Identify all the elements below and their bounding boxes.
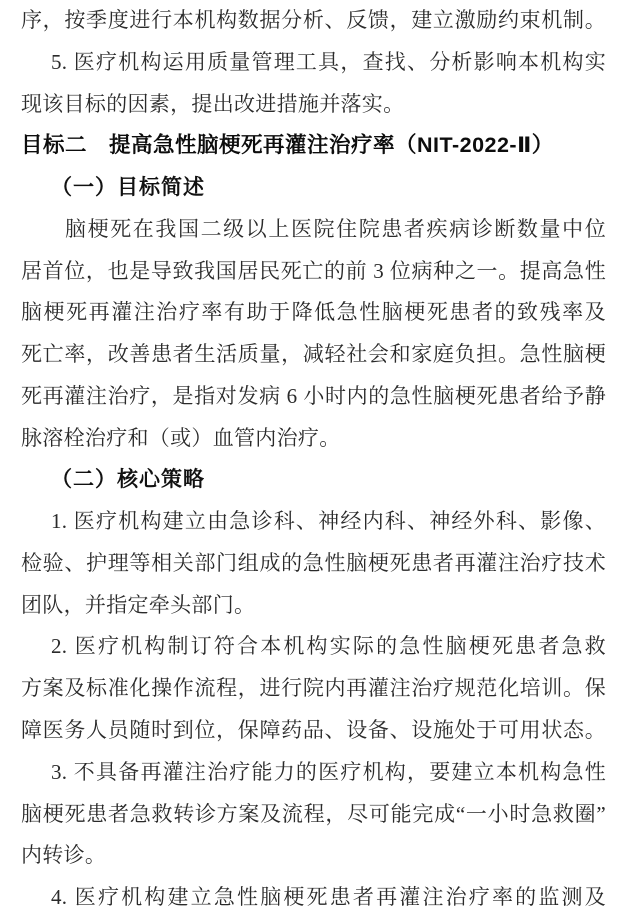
paragraph-line: 脑梗死在我国二级以上医院住院患者疾病诊断数量中位 (65, 216, 606, 241)
paragraph-line: 检验、护理等相关部门组成的急性脑梗死患者再灌注治疗技术 (21, 550, 606, 575)
paragraph-line: 3. 不具备再灌注治疗能力的医疗机构，要建立本机构急性 (51, 759, 606, 784)
paragraph-line: 死亡率，改善患者生活质量，减轻社会和家庭负担。急性脑梗 (21, 342, 606, 367)
paragraph-line: 脑梗死患者急救转诊方案及流程，尽可能完成“一小时急救圈” (21, 801, 606, 826)
paragraph-line: 1. 医疗机构建立由急诊科、神经内科、神经外科、影像、 (51, 509, 606, 534)
paragraph-line: 居首位，也是导致我国居民死亡的前 3 位病种之一。提高急性 (21, 258, 606, 283)
paragraph-line: 内转诊。 (21, 843, 107, 868)
paragraph-line: 团队，并指定牵头部门。 (21, 592, 256, 617)
paragraph-line: 方案及标准化操作流程，进行院内再灌注治疗规范化培训。保 (21, 676, 606, 701)
paragraph-line: 2. 医疗机构制订符合本机构实际的急性脑梗死患者急救 (51, 634, 606, 659)
paragraph-line: 死再灌注治疗，是指对发病 6 小时内的急性脑梗死患者给予静 (21, 383, 606, 408)
paragraph-line: 脑梗死再灌注治疗率有助于降低急性脑梗死患者的致残率及 (21, 300, 606, 325)
paragraph-line: 5. 医疗机构运用质量管理工具，查找、分析影响本机构实 (51, 49, 606, 74)
paragraph-line: 现该目标的因素，提出改进措施并落实。 (21, 91, 405, 116)
subsection-heading-2: （二）核心策略 (51, 467, 205, 492)
subsection-heading-1: （一）目标简述 (51, 175, 205, 200)
paragraph-line: 障医务人员随时到位，保障药品、设备、设施处于可用状态。 (21, 718, 606, 743)
paragraph-line: 4. 医疗机构建立急性脑梗死患者再灌注治疗率的监测及 (51, 885, 606, 910)
goal-heading: 目标二 提高急性脑梗死再灌注治疗率（NIT-2022-Ⅱ） (21, 133, 554, 158)
paragraph-line: 脉溶栓治疗和（或）血管内治疗。 (21, 425, 341, 450)
paragraph-line: 序，按季度进行本机构数据分析、反馈，建立激励约束机制。 (21, 8, 606, 32)
